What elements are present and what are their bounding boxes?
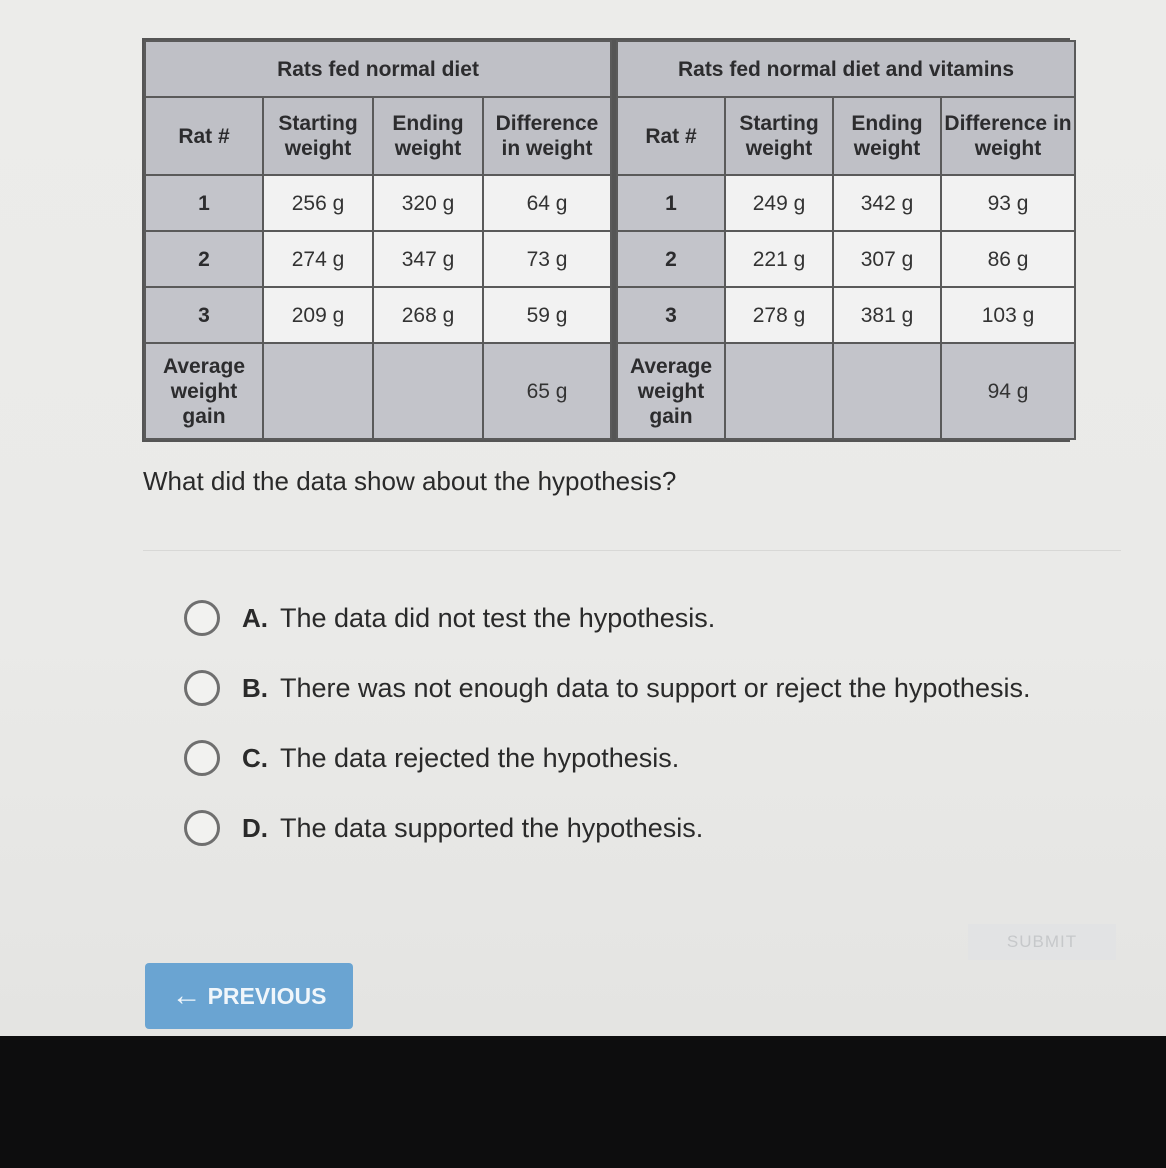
ending-weight: 347 g [373, 231, 483, 287]
radio-button[interactable] [184, 670, 220, 706]
previous-label: PREVIOUS [207, 982, 327, 1009]
col-header: Difference in weight [941, 97, 1075, 175]
radio-button[interactable] [184, 600, 220, 636]
col-header: Ending weight [373, 97, 483, 175]
col-header: Rat # [145, 97, 263, 175]
table-row [145, 175, 611, 231]
ending-weight: 320 g [373, 175, 483, 231]
table-row [145, 231, 611, 287]
starting-weight: 274 g [263, 231, 373, 287]
weight-difference: 93 g [941, 175, 1075, 231]
table-row [617, 287, 1075, 343]
weight-difference: 73 g [483, 231, 611, 287]
ending-weight: 268 g [373, 287, 483, 343]
col-header: Difference in weight [483, 97, 611, 175]
ending-weight: 381 g [833, 287, 941, 343]
col-header: Ending weight [833, 97, 941, 175]
normal-diet-table [144, 40, 612, 440]
option-c[interactable] [184, 738, 1030, 778]
col-header: Rat # [617, 97, 725, 175]
average-row [617, 343, 1075, 439]
option-text[interactable]: The data did not test the hypothesis. [280, 602, 716, 633]
average-label: Average weight gain [145, 343, 263, 439]
weight-difference: 59 g [483, 287, 611, 343]
ending-weight: 342 g [833, 175, 941, 231]
starting-weight: 256 g [263, 175, 373, 231]
starting-weight: 209 g [263, 287, 373, 343]
radio-button[interactable] [184, 740, 220, 776]
weight-difference: 103 g [941, 287, 1075, 343]
rat-number: 2 [145, 231, 263, 287]
arrow-left-icon: ← [171, 979, 202, 1012]
answer-options [184, 598, 1030, 878]
col-header: Starting weight [263, 97, 373, 175]
ending-weight: 307 g [833, 231, 941, 287]
rat-number: 3 [145, 287, 263, 343]
average-label: Average weight gain [617, 343, 725, 439]
empty-cell [263, 343, 373, 439]
rat-number: 3 [617, 287, 725, 343]
average-value: 94 g [941, 343, 1075, 439]
col-header: Starting weight [725, 97, 833, 175]
option-b[interactable] [184, 668, 1030, 708]
option-d[interactable] [184, 808, 1030, 848]
empty-cell [833, 343, 941, 439]
table-row [145, 287, 611, 343]
normal-diet-title: Rats fed normal diet [145, 41, 611, 97]
rat-number: 1 [145, 175, 263, 231]
option-text[interactable]: The data supported the hypothesis. [280, 812, 704, 843]
option-a[interactable] [184, 598, 1030, 638]
average-value: 65 g [483, 343, 611, 439]
table-row [617, 231, 1075, 287]
option-letter: D. [242, 812, 268, 843]
divider [143, 550, 1121, 551]
average-row [145, 343, 611, 439]
option-text[interactable]: There was not enough data to support or reject the hypothesis. [280, 672, 1031, 703]
device-bezel [0, 1036, 1166, 1168]
empty-cell [373, 343, 483, 439]
radio-button[interactable] [184, 810, 220, 846]
rat-number: 2 [617, 231, 725, 287]
data-table [142, 38, 1070, 442]
weight-difference: 86 g [941, 231, 1075, 287]
vitamins-diet-table [616, 40, 1076, 440]
rat-number: 1 [617, 175, 725, 231]
question-text: What did the data show about the hypothesis? [143, 466, 677, 496]
starting-weight: 278 g [725, 287, 833, 343]
vitamins-diet-title: Rats fed normal diet and vitamins [617, 41, 1075, 97]
option-letter: A. [242, 602, 268, 633]
weight-difference: 64 g [483, 175, 611, 231]
submit-button[interactable]: SUBMIT [968, 924, 1116, 960]
option-text[interactable]: The data rejected the hypothesis. [280, 742, 680, 773]
previous-button[interactable] [145, 963, 353, 1029]
empty-cell [725, 343, 833, 439]
table-row [617, 175, 1075, 231]
starting-weight: 221 g [725, 231, 833, 287]
starting-weight: 249 g [725, 175, 833, 231]
option-letter: C. [242, 742, 268, 773]
option-letter: B. [242, 672, 268, 703]
